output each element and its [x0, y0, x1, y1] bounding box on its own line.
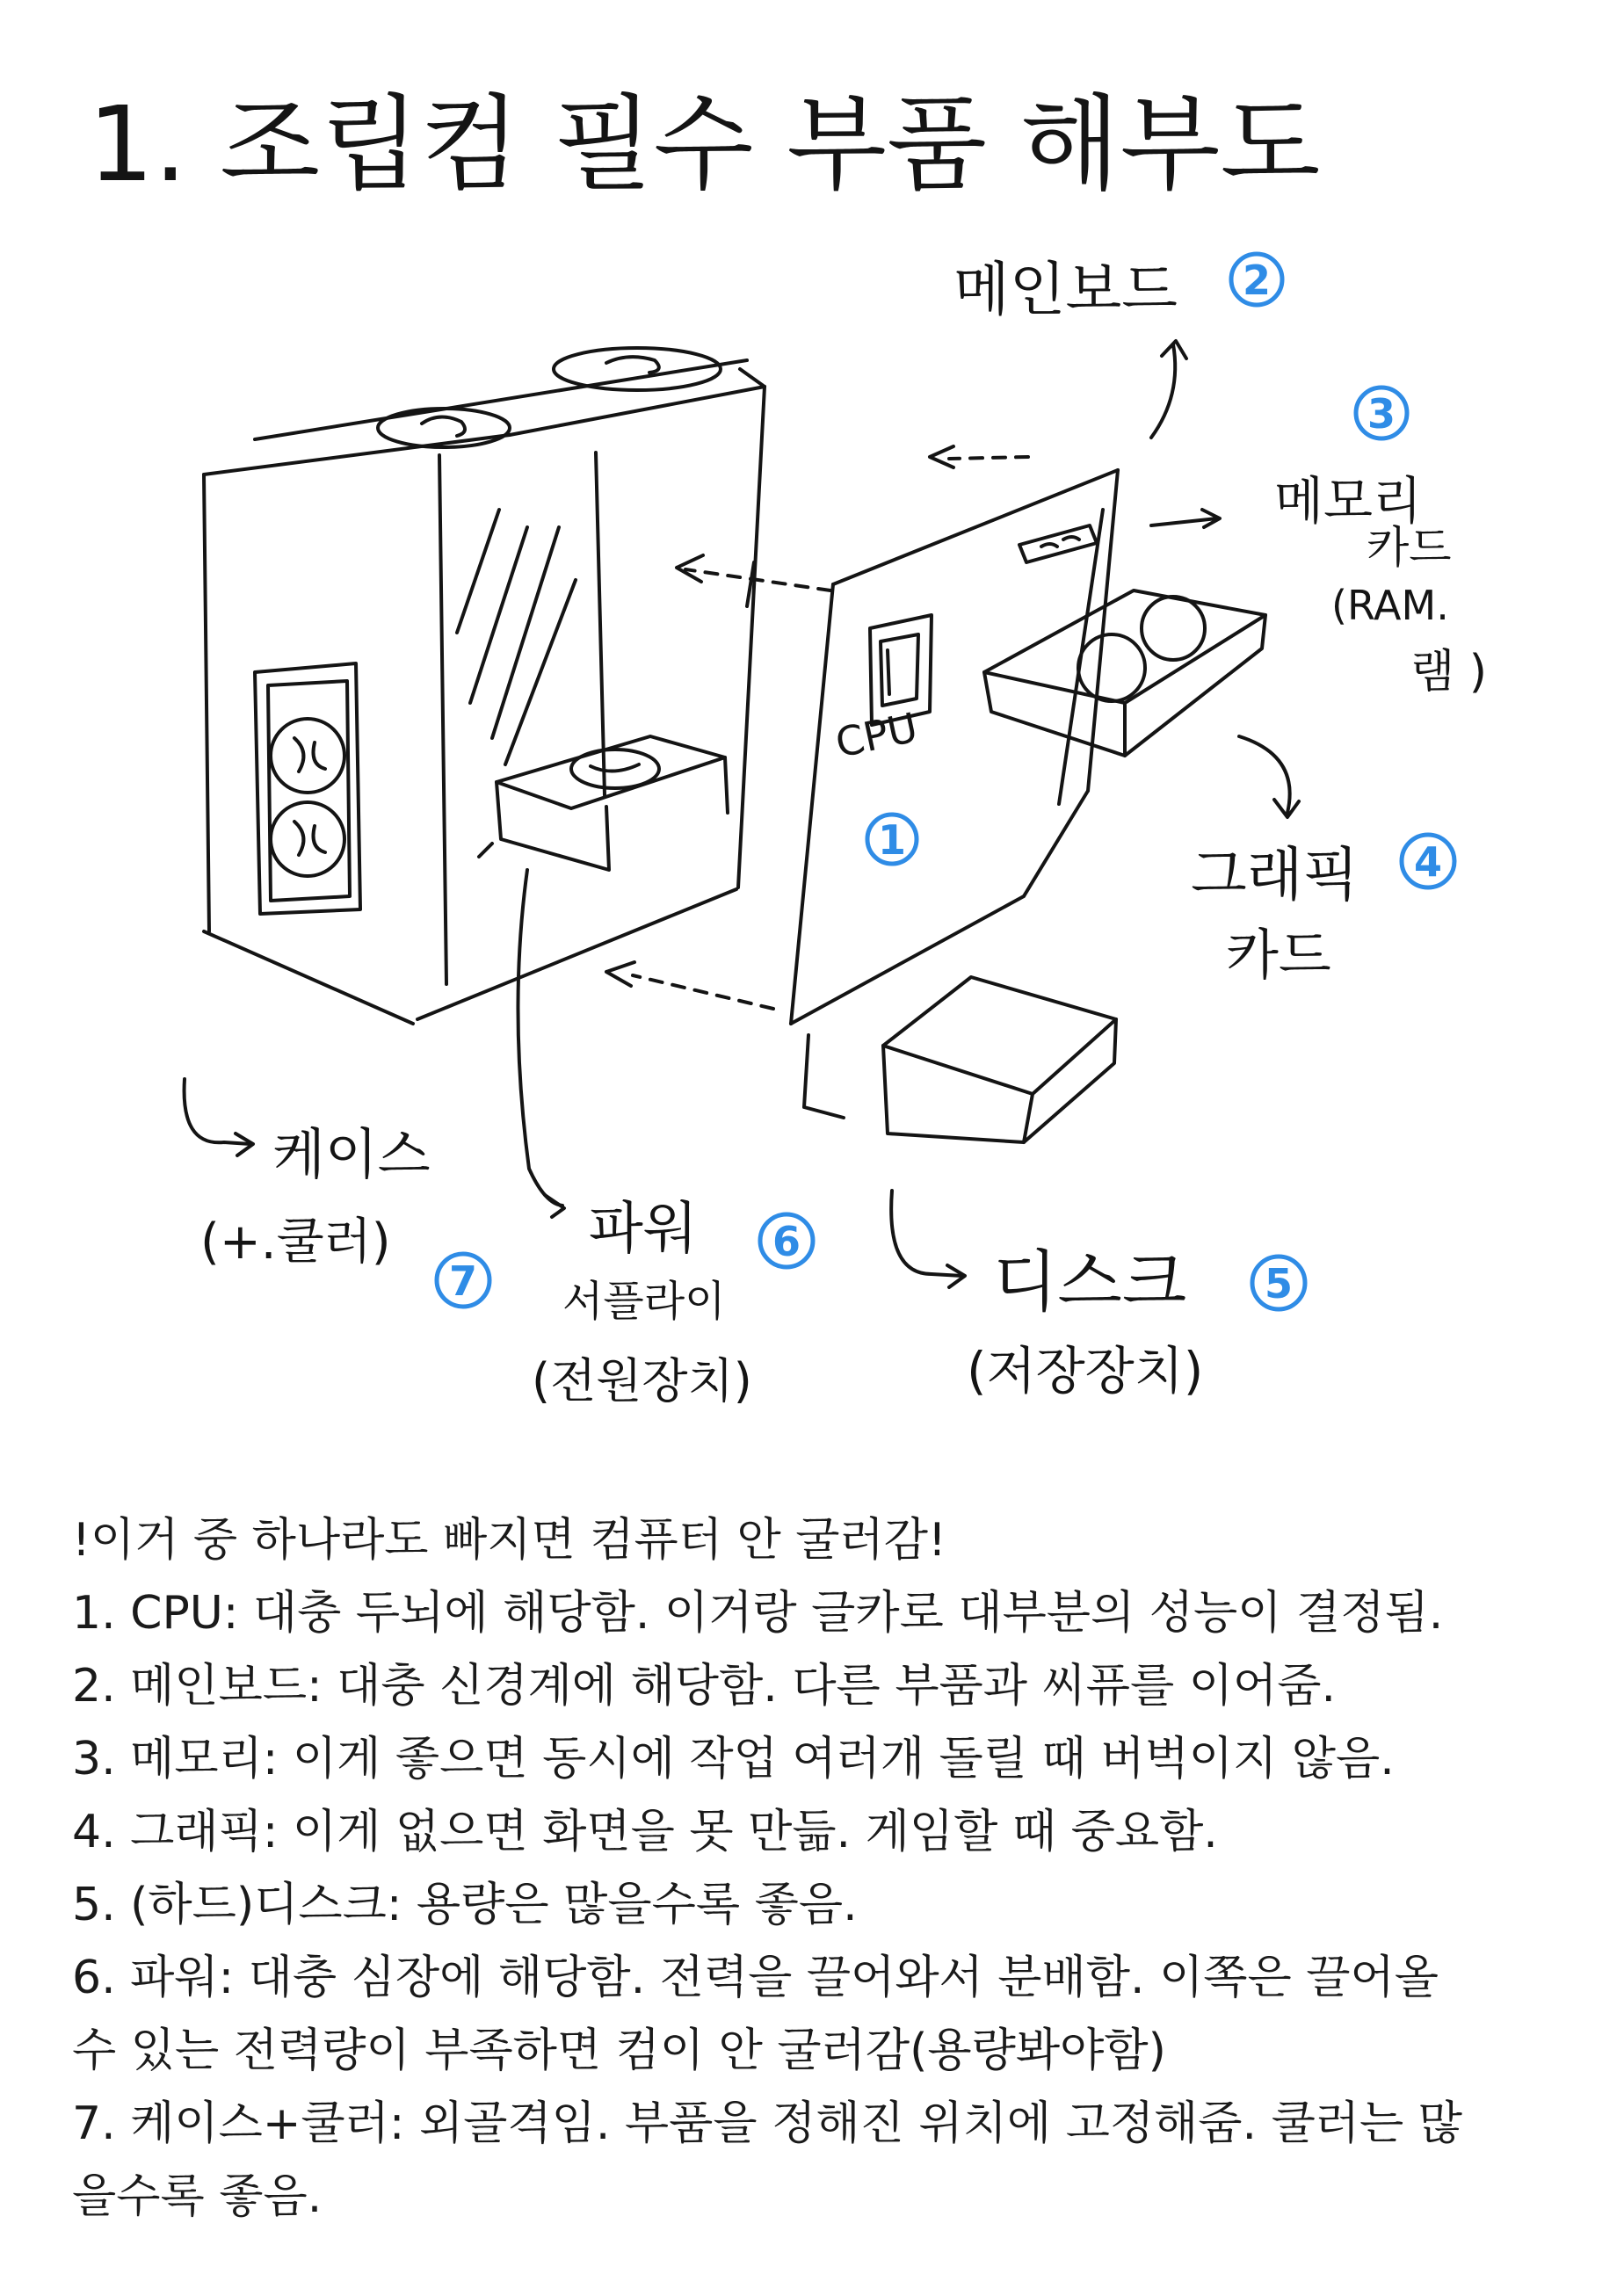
badge-1: 1: [877, 816, 907, 864]
disk-drawing: [804, 977, 1116, 1142]
label-power-1: 파워: [589, 1197, 698, 1262]
note-case-cont: 을수록 좋음.: [72, 2170, 323, 2223]
badge-6: 6: [772, 1218, 801, 1265]
label-case-1: 케이스: [272, 1122, 431, 1186]
note-memory: 3. 메모리: 이게 좋으면 동시에 작업 여러개 돌릴 때 버벅이지 않음.: [72, 1733, 1395, 1785]
notes-block: [72, 1504, 1566, 2234]
label-power-3: (전원장치): [532, 1353, 752, 1409]
note-disk: 5. (하드)디스크: 용량은 많을수록 좋음.: [72, 1879, 858, 1931]
label-cpu: CPU: [831, 703, 922, 767]
note-power-cont: 수 있는 전력량이 부족하면 컴이 안 굴러감(용량봐야함): [72, 2024, 1166, 2077]
note-graphics: 4. 그래픽: 이게 없으면 화면을 못 만듦. 게임할 때 중요함.: [72, 1806, 1218, 1858]
label-mainboard: 메인보드: [953, 256, 1178, 323]
note-power: 6. 파워: 대충 심장에 해당함. 전력을 끌어와서 분배함. 이쪽은 끌어올: [72, 1952, 1439, 2004]
badge-7: 7: [448, 1257, 478, 1305]
label-memory-2: 카드: [1367, 522, 1452, 573]
number-badges: [437, 254, 1454, 1309]
note-mainboard: 2. 메인보드: 대충 신경계에 해당함. 다른 부품과 씨퓨를 이어줌.: [72, 1660, 1336, 1713]
note-cpu: 1. CPU: 대충 두뇌에 해당함. 이거랑 글카로 대부분의 성능이 결정됨.: [72, 1587, 1444, 1640]
label-case-2: (+.쿨러): [200, 1213, 391, 1271]
badge-4: 4: [1413, 838, 1443, 886]
notes-warning: !이거 중 하나라도 빠지면 컴퓨터 안 굴러감!: [72, 1514, 946, 1567]
label-memory-1: 메모리: [1274, 471, 1423, 531]
badge-5: 5: [1264, 1260, 1294, 1307]
label-memory-4: 램 ): [1410, 646, 1488, 699]
page-title: 1. 조립컴 필수 부품 해부도: [88, 83, 1321, 205]
badge-3: 3: [1367, 390, 1396, 438]
badge-2: 2: [1242, 257, 1272, 304]
label-disk-2: (저장장치): [967, 1341, 1204, 1401]
pc-case-drawing: [204, 348, 765, 1024]
label-power-2: 서플라이: [562, 1277, 726, 1326]
label-disk-1: 디스크: [993, 1242, 1187, 1321]
note-case: 7. 케이스+쿨러: 외골격임. 부품을 정해진 위치에 고정해줌. 쿨러는 많: [72, 2097, 1463, 2150]
label-graphics-2: 카드: [1226, 923, 1331, 987]
label-memory-3: (RAM.: [1331, 582, 1449, 629]
label-graphics-1: 그래픽: [1191, 841, 1359, 909]
